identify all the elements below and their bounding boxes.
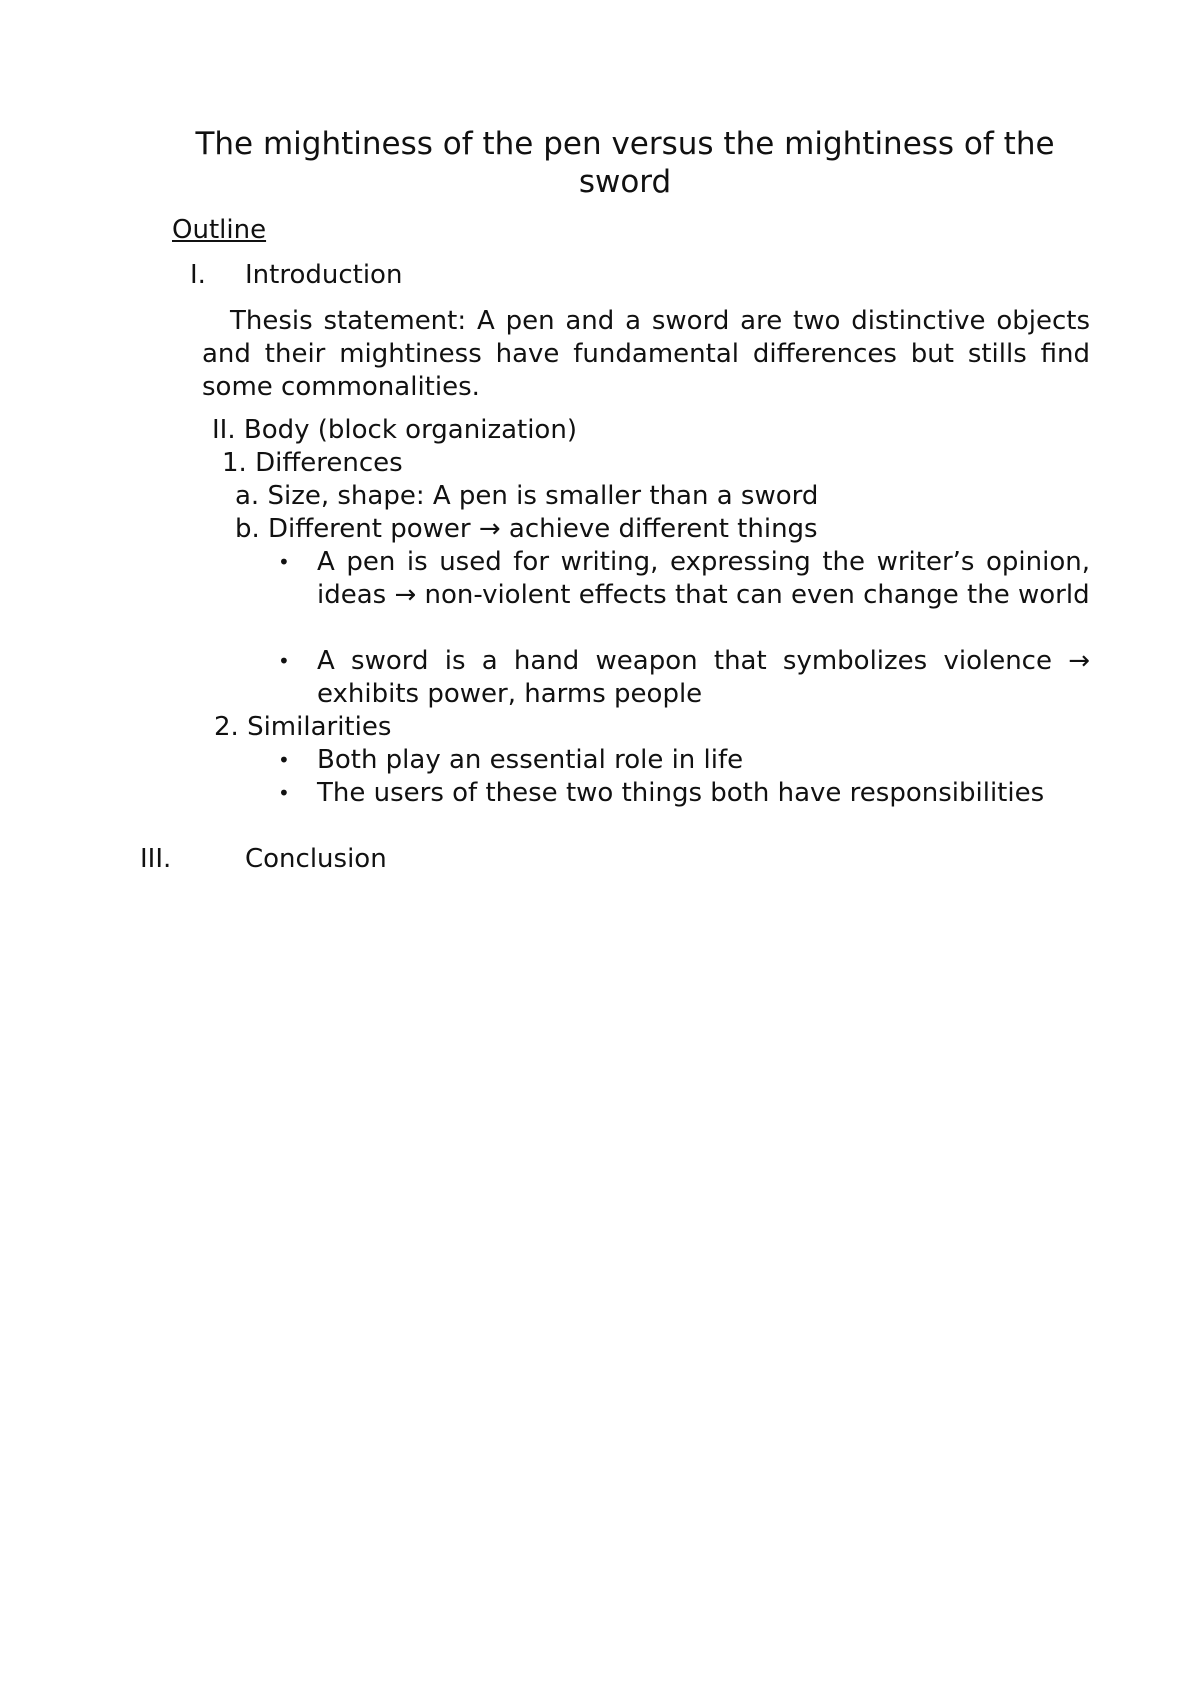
outline-heading: Outline — [172, 215, 267, 245]
bullet-icon: • — [278, 748, 290, 772]
bullet-icon: • — [278, 649, 290, 673]
intro-numeral: I. — [190, 260, 206, 290]
body-heading: II. Body (block organization) — [212, 415, 577, 445]
differences-heading: 1. Differences — [222, 448, 403, 478]
difference-a: a. Size, shape: A pen is smaller than a sword — [235, 481, 819, 511]
bullet-icon: • — [278, 550, 290, 574]
similarity-bullet-1: Both play an essential role in life — [317, 745, 744, 775]
similarity-bullet-2: The users of these two things both have responsibilities — [317, 778, 1045, 808]
conclusion-numeral: III. — [140, 844, 172, 874]
bullet-icon: • — [278, 781, 290, 805]
similarities-heading: 2. Similarities — [214, 712, 392, 742]
sword-bullet: A sword is a hand weapon that symbolizes violence → exhibits power, harms people — [317, 646, 1090, 709]
document-title: The mightiness of the pen versus the mightiness of the sword — [195, 126, 1055, 200]
intro-label: Introduction — [245, 260, 403, 290]
difference-b: b. Different power → achieve different things — [235, 514, 818, 544]
thesis-statement: Thesis statement: A pen and a sword are two distinctive objects and their mightiness have fundamental differences but stills find some commonalities. — [202, 306, 1090, 402]
pen-bullet: A pen is used for writing, expressing the writer’s opinion, ideas → non-violent effects that can even change the world — [317, 547, 1090, 610]
conclusion-label: Conclusion — [245, 844, 387, 874]
